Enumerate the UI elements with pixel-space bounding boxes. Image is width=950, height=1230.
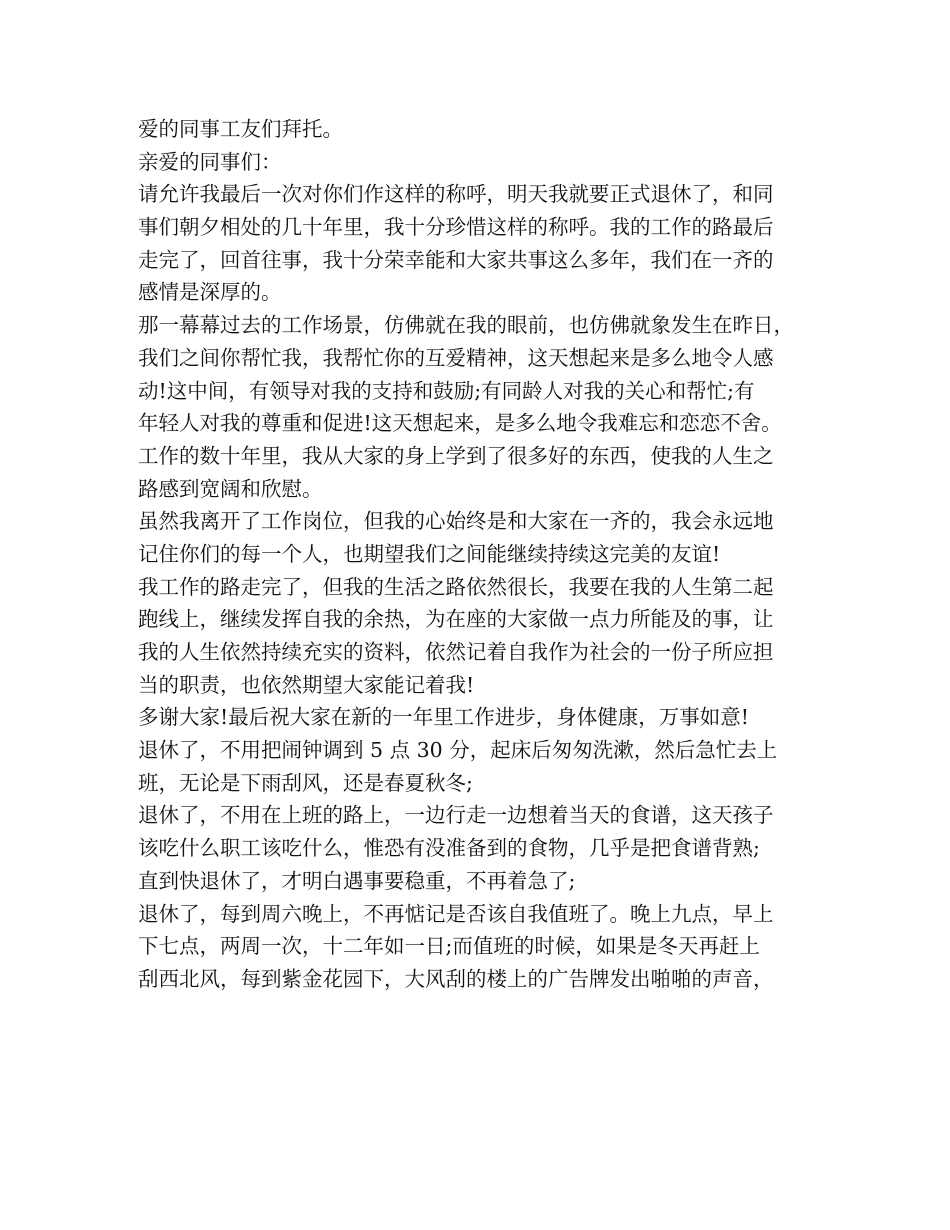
text-line: 记住你们的每一个人，也期望我们之间能继续持续这完美的友谊! — [138, 541, 721, 566]
text-line: 事们朝夕相处的几十年里，我十分珍惜这样的称呼。我的工作的路最后 — [138, 215, 774, 240]
text-line: 多谢大家!最后祝大家在新的一年里工作进步，身体健康，万事如意! — [138, 705, 749, 730]
document-body — [138, 113, 828, 996]
text-line: 年轻人对我的尊重和促进!这天想起来，是多么地令我难忘和恋恋不舍。 — [138, 411, 782, 436]
text-line: 当的职责，也依然期望大家能记着我! — [138, 672, 475, 697]
text-line: 退休了，不用在上班的路上，一边行走一边想着当天的食谱，这天孩子 — [138, 803, 774, 828]
text-line: 工作的数十年里，我从大家的身上学到了很多好的东西，使我的人生之 — [138, 443, 774, 468]
text-line: 那一幕幕过去的工作场景，仿佛就在我的眼前，也仿佛就象发生在昨日， — [138, 313, 794, 338]
text-line: 路感到宽阔和欣慰。 — [138, 476, 323, 501]
text-line: 请允许我最后一次对你们作这样的称呼，明天我就要正式退休了，和同 — [138, 182, 774, 207]
text-line: 走完了，回首往事，我十分荣幸能和大家共事这么多年，我们在一齐的 — [138, 247, 774, 272]
text-line: 刮西北风，每到紫金花园下，大风刮的楼上的广告牌发出啪啪的声音， — [138, 966, 774, 991]
text-line: 下七点，两周一次，十二年如一日;而值班的时候，如果是冬天再赶上 — [138, 934, 760, 959]
text-line: 亲爱的同事们： — [138, 149, 282, 174]
text-line: 动!这中间，有领导对我的支持和鼓励;有同龄人对我的关心和帮忙;有 — [138, 378, 755, 403]
text-line: 退休了，不用把闹钟调到 5 点 30 分，起床后匆匆洗漱，然后急忙去上 — [138, 738, 778, 763]
text-line: 我们之间你帮忙我，我帮忙你的互爱精神，这天想起来是多么地令人感 — [138, 345, 774, 370]
text-line: 虽然我离开了工作岗位，但我的心始终是和大家在一齐的，我会永远地 — [138, 509, 774, 534]
text-line: 感情是深厚的。 — [138, 280, 282, 305]
text-line: 我工作的路走完了，但我的生活之路依然很长，我要在我的人生第二起 — [138, 574, 774, 599]
text-line: 我的人生依然持续充实的资料，依然记着自我作为社会的一份子所应担 — [138, 640, 774, 664]
text-line: 直到快退休了，才明白遇事要稳重，不再着急了; — [138, 868, 576, 893]
text-line: 班，无论是下雨刮风，还是春夏秋冬; — [138, 770, 473, 795]
text-line: 跑线上，继续发挥自我的余热，为在座的大家做一点力所能及的事，让 — [138, 607, 774, 632]
text-line: 退休了，每到周六晚上，不再惦记是否该自我值班了。晚上九点，早上 — [138, 901, 774, 926]
text-line: 爱的同事工友们拜托。 — [138, 117, 343, 141]
text-line: 该吃什么职工该吃什么，惟恐有没准备到的食物，几乎是把食谱背熟; — [138, 836, 760, 861]
